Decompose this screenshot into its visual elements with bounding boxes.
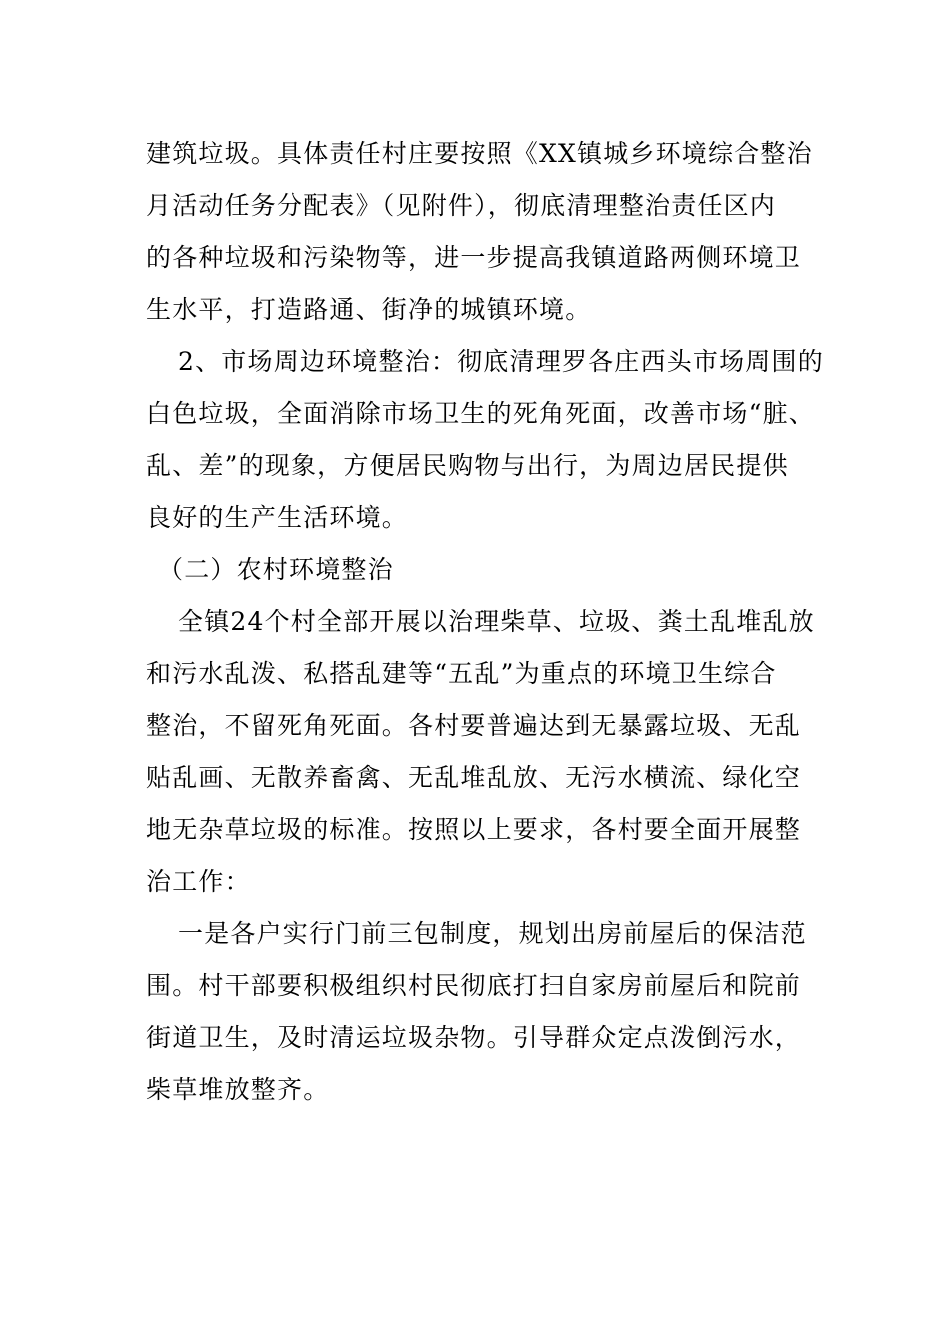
paragraph-line: 白色垃圾，全面消除市场卫生的死角死面，改善市场“脏、: [146, 399, 815, 428]
paragraph-line: 整治，不留死角死面。各村要普遍达到无暴露垃圾、无乱: [146, 711, 802, 740]
paragraph-line: 一是各户实行门前三包制度，规划出房前屋后的保洁范: [178, 919, 807, 948]
paragraph-line: 和污水乱泼、私搭乱建等“五乱”为重点的环境卫生综合: [146, 659, 777, 688]
paragraph-line: 治工作：: [146, 867, 251, 896]
paragraph-line: 街道卫生，及时清运垃圾杂物。引导群众定点泼倒污水，: [146, 1023, 802, 1052]
paragraph-line: 的各种垃圾和污染物等，进一步提高我镇道路两侧环境卫: [146, 243, 802, 272]
paragraph-line: 贴乱画、无散养畜禽、无乱堆乱放、无污水横流、绿化空: [146, 763, 802, 792]
paragraph-line: 生水平，打造路通、街净的城镇环境。: [146, 295, 592, 324]
paragraph-line: 建筑垃圾。具体责任村庄要按照《XX镇城乡环境综合整治: [146, 139, 813, 168]
paragraph-line: 柴草堆放整齐。: [146, 1075, 330, 1104]
paragraph-line: 良好的生产生活环境。: [146, 503, 409, 532]
paragraph-line: 月活动任务分配表》（见附件），彻底清理整治责任区内: [146, 191, 777, 220]
section-heading: （二）农村环境整治: [158, 555, 394, 584]
paragraph-line: 地无杂草垃圾的标准。按照以上要求，各村要全面开展整: [146, 815, 802, 844]
paragraph-line: 围。村干部要积极组织村民彻底打扫自家房前屋后和院前: [146, 971, 802, 1000]
paragraph-line: 乱、差”的现象，方便居民购物与出行，为周边居民提供: [146, 451, 789, 480]
paragraph-line: 全镇24个村全部开展以治理柴草、垃圾、粪土乱堆乱放: [178, 607, 815, 636]
paragraph-line: 2、市场周边环境整治：彻底清理罗各庄西头市场周围的: [178, 347, 824, 376]
